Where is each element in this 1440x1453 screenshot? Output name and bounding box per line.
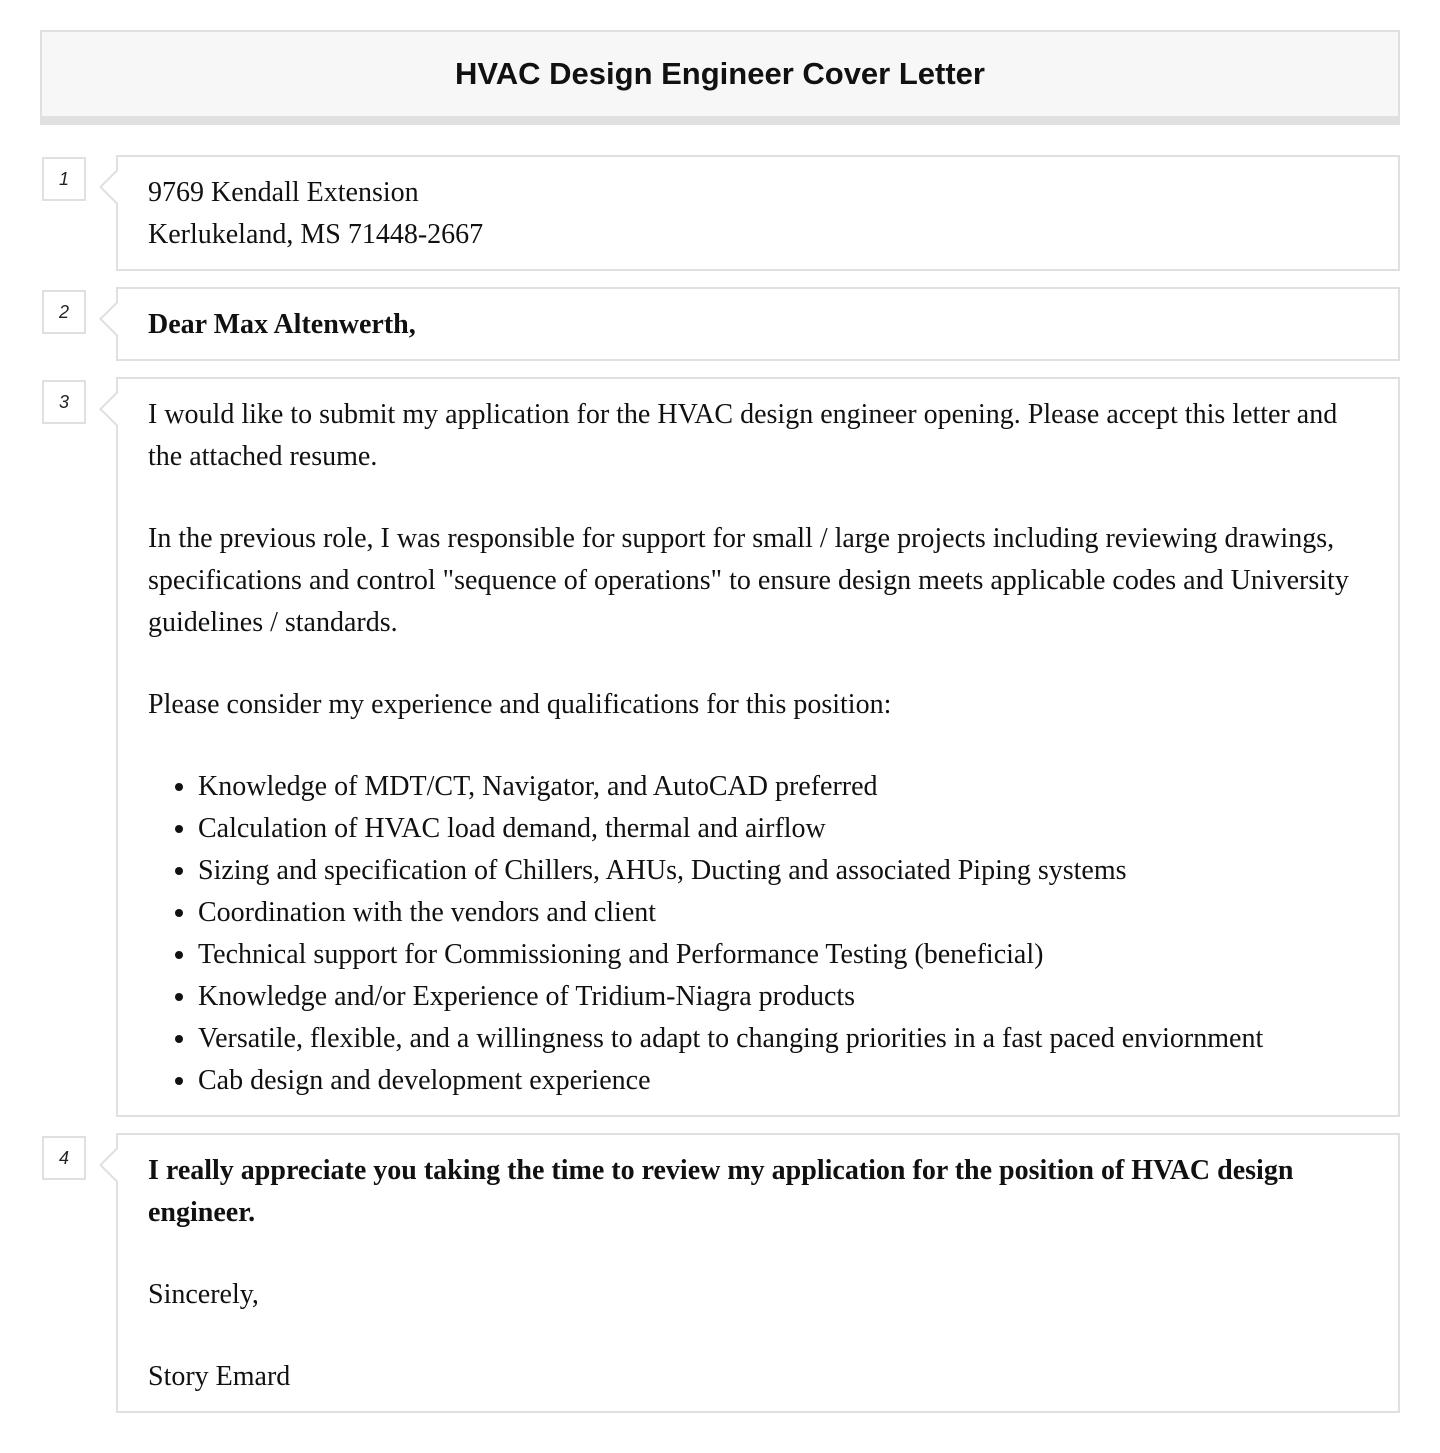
section-number-address: 1	[42, 157, 86, 201]
address-line-1: 9769 Kendall Extension	[148, 177, 419, 208]
qualifications-list	[148, 766, 1368, 1102]
page-title: HVAC Design Engineer Cover Letter	[455, 56, 985, 91]
list-item: • Cab design and development experience	[198, 1060, 1368, 1102]
list-item: • Knowledge of MDT/CT, Navigator, and AutoCAD preferred	[198, 766, 1368, 808]
section-number-greeting: 2	[42, 290, 86, 334]
consider-paragraph: Please consider my experience and qualifications for this position:	[148, 689, 892, 720]
greeting-text: Dear Max Altenwerth,	[148, 309, 416, 340]
list-item: • Knowledge and/or Experience of Tridium-Niagra products	[198, 976, 1368, 1018]
address-section	[116, 155, 1400, 271]
list-item: • Calculation of HVAC load demand, thermal and airflow	[198, 808, 1368, 850]
signoff-text: Sincerely,	[148, 1279, 259, 1310]
appreciation-paragraph: I really appreciate you taking the time to review my application for the position of HVAC design engineer.	[148, 1155, 1294, 1228]
list-item: • Coordination with the vendors and client	[198, 892, 1368, 934]
intro-paragraph: I would like to submit my application for the HVAC design engineer opening. Please accept this letter and the attached resume.	[148, 399, 1338, 472]
address-line-2: Kerlukeland, MS 71448-2667	[148, 219, 484, 250]
list-item: • Versatile, flexible, and a willingness to adapt to changing priorities in a fast paced enviornment	[198, 1018, 1368, 1060]
body-section	[116, 377, 1400, 1117]
previous-role-paragraph: In the previous role, I was responsible for support for small / large projects including reviewing drawings, specifications and control "sequence of operations" to ensure design meets applicable codes and University guidelines / standards.	[148, 523, 1349, 638]
list-item: • Sizing and specification of Chillers, AHUs, Ducting and associated Piping systems	[198, 850, 1368, 892]
closing-section	[116, 1133, 1400, 1413]
greeting-section	[116, 287, 1400, 361]
section-number-closing: 4	[42, 1136, 86, 1180]
list-item: • Technical support for Commissioning and Performance Testing (beneficial)	[198, 934, 1368, 976]
section-number-body: 3	[42, 380, 86, 424]
signature-name: Story Emard	[148, 1361, 291, 1392]
page-header	[40, 30, 1400, 125]
